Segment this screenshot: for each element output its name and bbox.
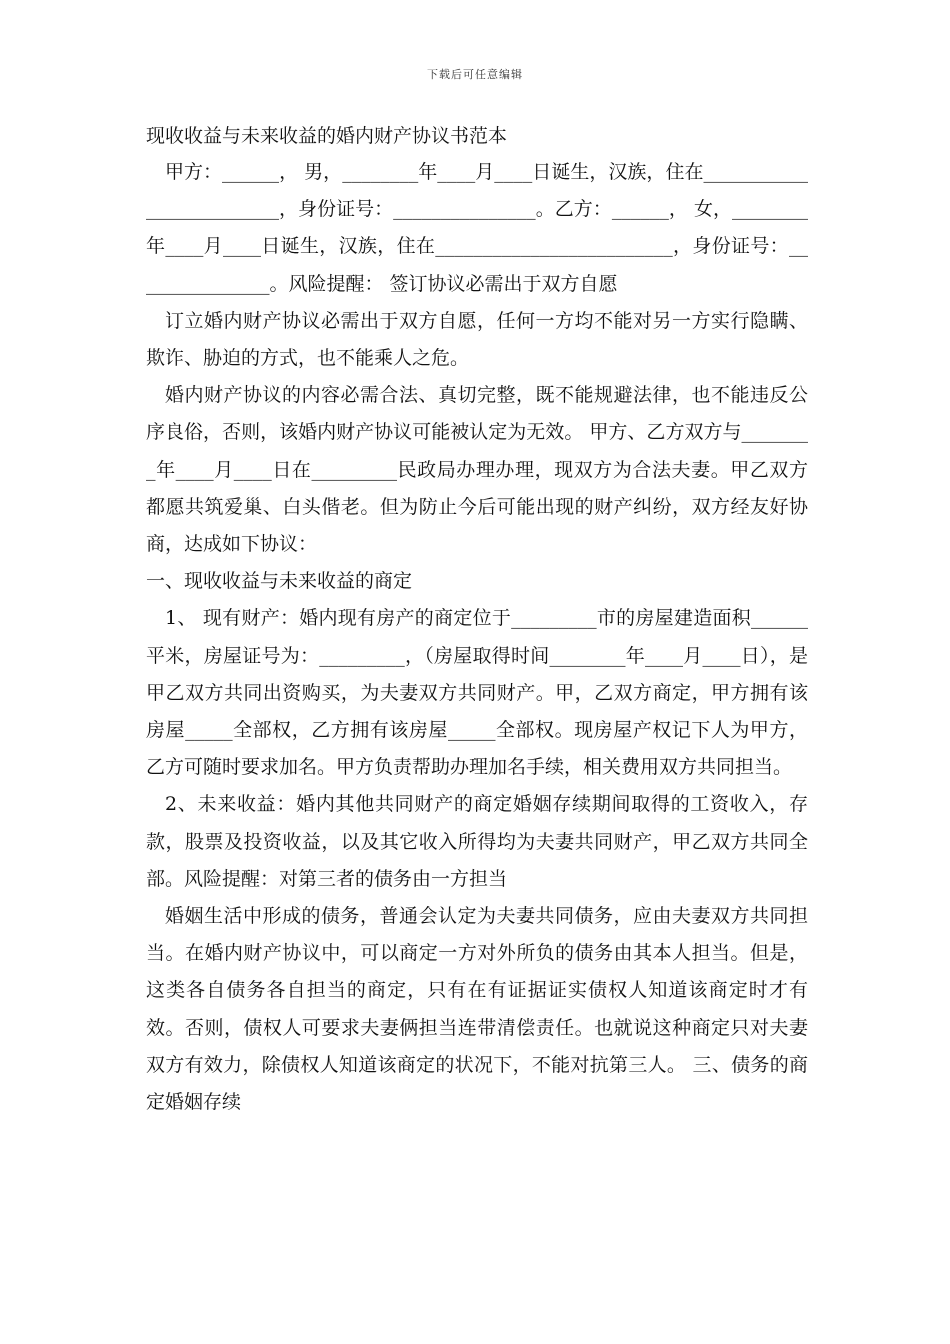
document-body [146, 118, 808, 1121]
legality-paragraph: 婚内财产协议的内容必需合法、真切完整，既不能规避法律，也不能违反公序良俗，否则，该婚内财产协议可能被认定为无效。 甲方、乙方双方与________年____月____日在_________民政局办理办理，现双方为合法夫妻。甲乙双方都愿共筑爱巢、白头偕老。但为防止今后可能出现的财产纠纷，双方经友好协商，达成如下协议： [146, 384, 808, 556]
page-header: 下载后可任意编辑 [427, 68, 523, 81]
voluntary-paragraph: 订立婚内财产协议必需出于双方自愿，任何一方均不能对另一方实行隐瞒、欺诈、胁迫的方式，也不能乘人之危。 [146, 309, 808, 370]
document-title: 现收收益与未来收益的婚内财产协议书范本 [146, 125, 508, 147]
debt-paragraph: 婚姻生活中形成的债务，普通会认定为夫妻共同债务，应由夫妻双方共同担当。在婚内财产协议中，可以商定一方对外所负的债务由其本人担当。但是，这类各自债务各自担当的商定，只有在有证据证实债权人知道该商定时才有效。否则，债权人可要求夫妻俩担当连带清偿责任。也就说这种商定只对夫妻双方有效力，除债权人知道该商定的状况下，不能对抗第三人。 三、债务的商定婚姻存续 [146, 905, 808, 1114]
future-income-paragraph: 2、未来收益：婚内其他共同财产的商定婚姻存续期间取得的工资收入，存款，股票及投资收益，以及其它收入所得均为夫妻共同财产，甲乙双方共同全部。风险提醒：对第三者的债务由一方担当 [146, 793, 808, 890]
section-heading-1: 一、现收收益与未来收益的商定 [146, 570, 413, 593]
existing-property-paragraph: 1、 现有财产：婚内现有房产的商定位于_________市的房屋建造面积______平米，房屋证号为：_________，（房屋取得时间________年____月____日），是甲乙双方共同出资购买，为夫妻双方共同财产。甲，乙双方商定，甲方拥有该房屋_____全部权，乙方拥有该房屋_____全部权。现房屋产权记下人为甲方，乙方可随时要求加名。甲方负责帮助办理加名手续，相关费用双方共同担当。 [146, 607, 808, 779]
party-info-paragraph: 甲方：______， 男，________年____月____日诞生，汉族，住在_________________________，身份证号：_______________。乙方：______， 女，________年____月____日诞生，汉族，住在_________________________，身份证号：_______________。风险提醒： 签订协议必需出于双方自愿 [146, 161, 808, 295]
